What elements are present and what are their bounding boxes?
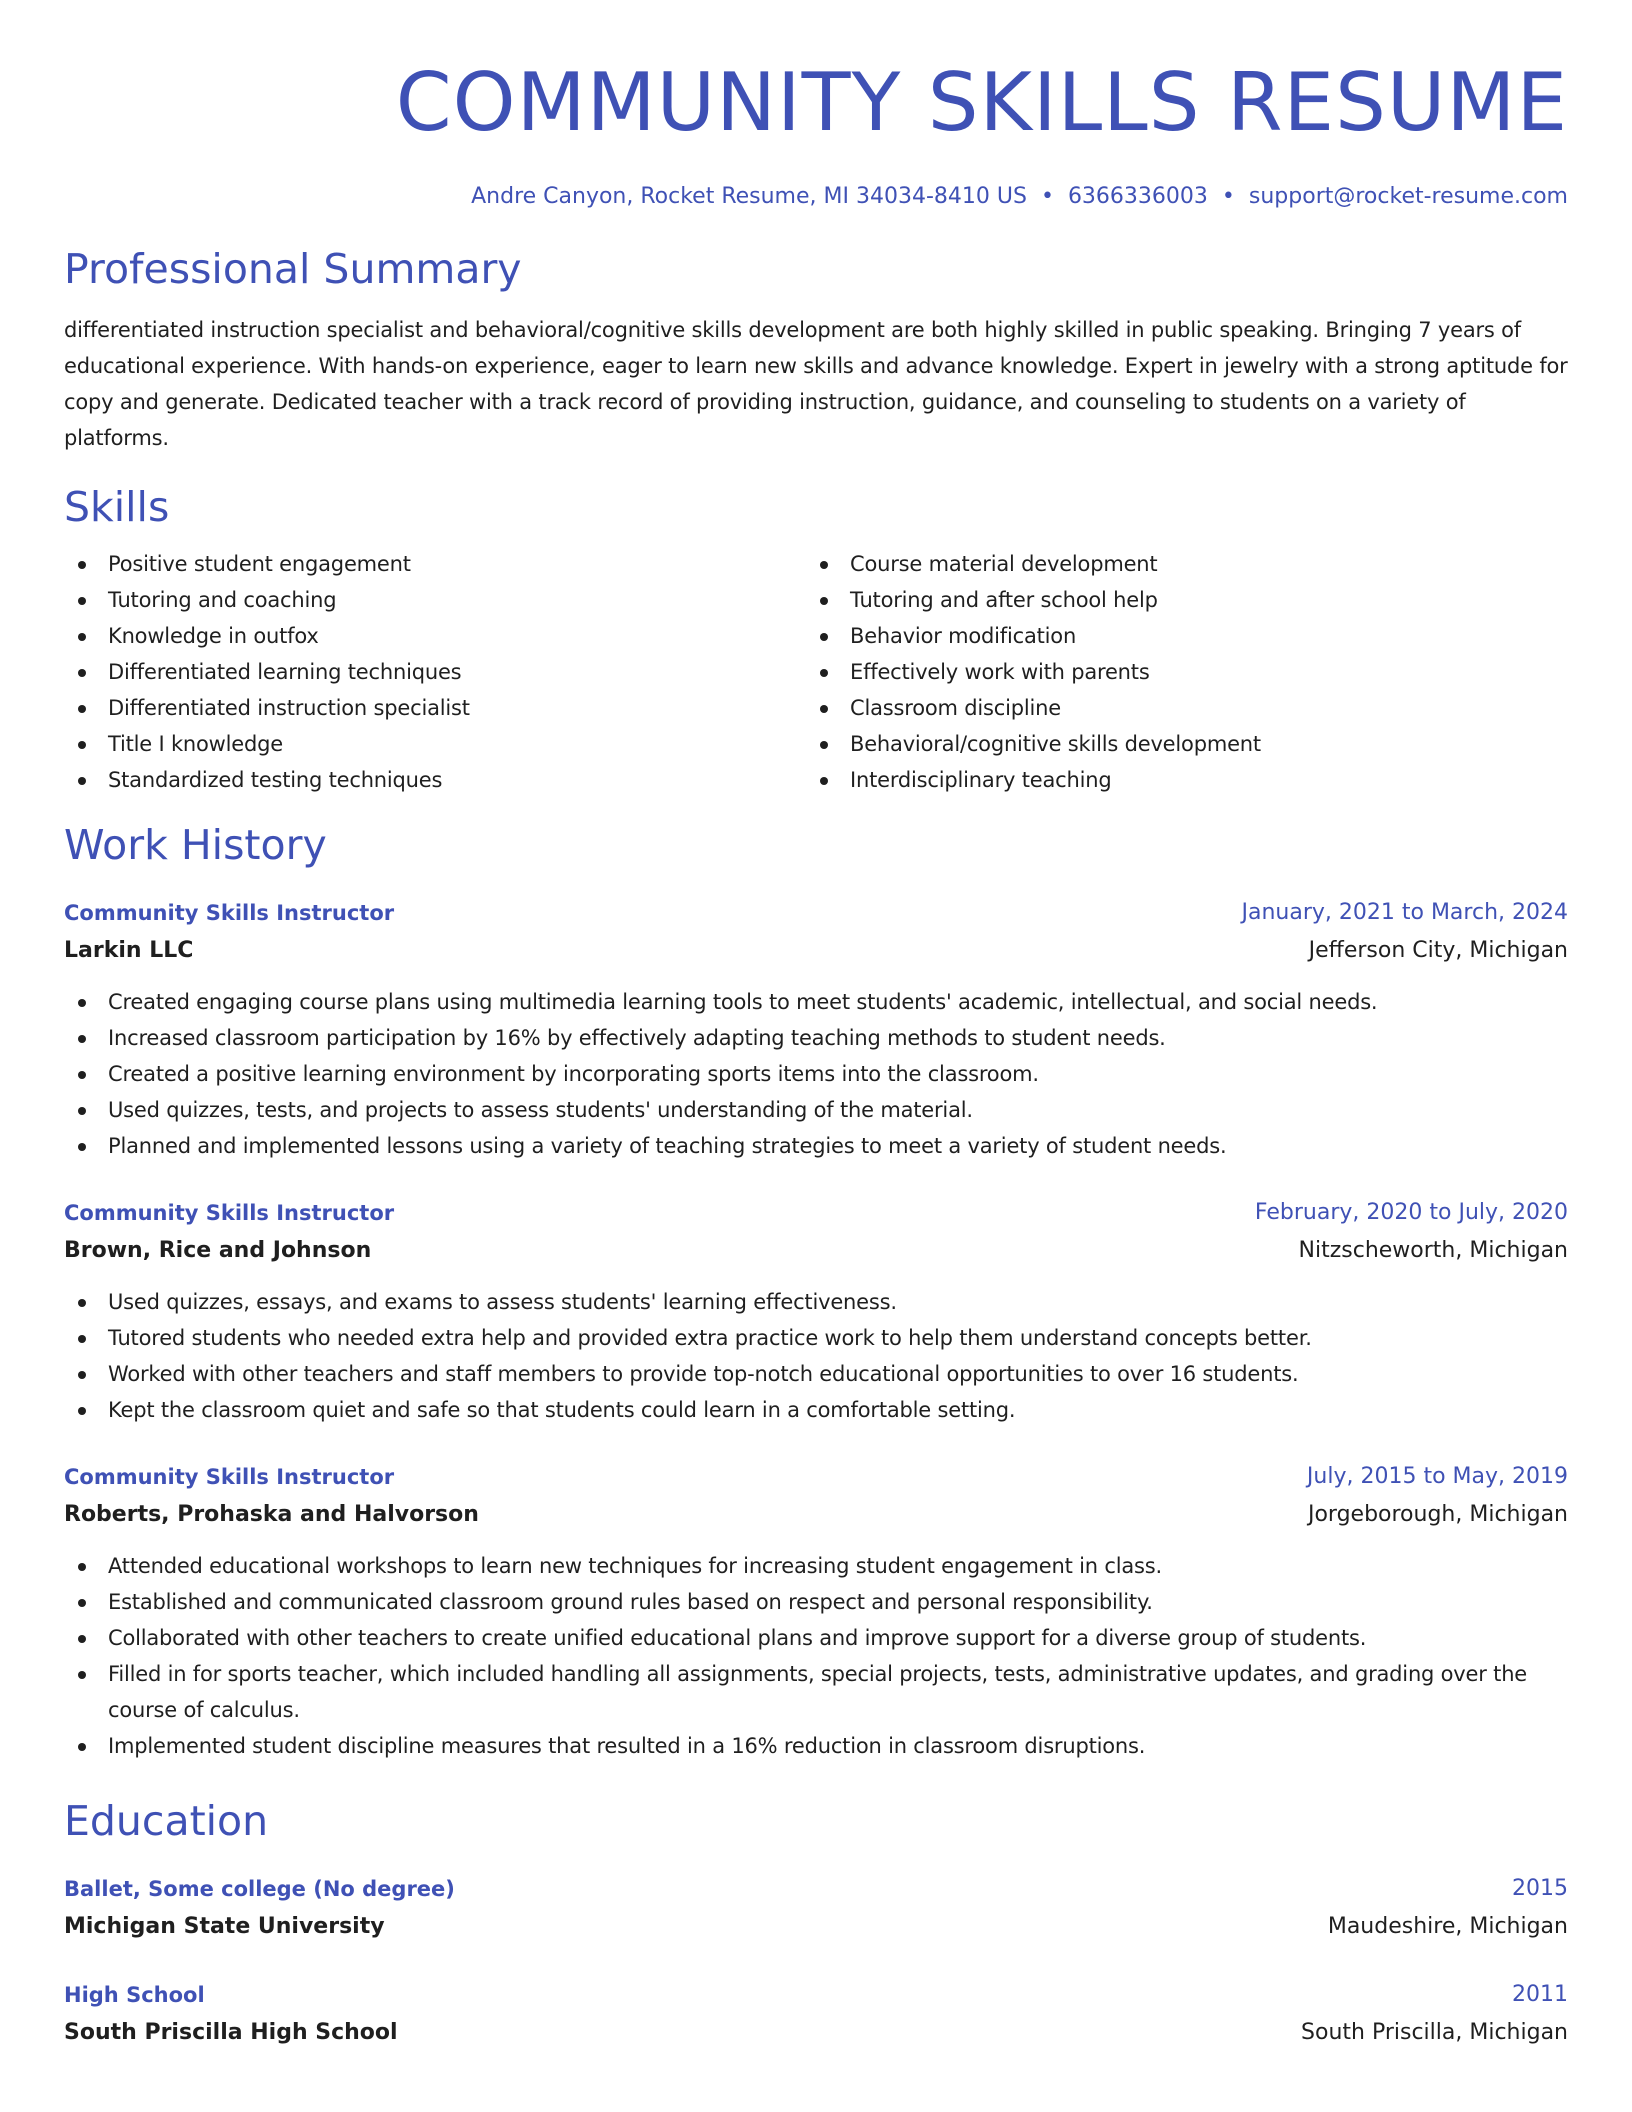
job-bullet: Worked with other teachers and staff members to provide top-notch educational opportunities to over 16 students.: [64, 1356, 1568, 1392]
job-bullet: Planned and implemented lessons using a variety of teaching strategies to meet a variety of student needs.: [64, 1128, 1568, 1164]
job-bullets: [64, 984, 1568, 1164]
job-title: Community Skills Instructor: [64, 1201, 395, 1225]
education-year: 2015: [1512, 1876, 1568, 1901]
resume-title: COMMUNITY SKILLS RESUME: [395, 56, 1568, 149]
work-history-heading: Work History: [64, 821, 327, 869]
job-dates: February, 2020 to July, 2020: [1254, 1200, 1568, 1225]
job-bullet: Used quizzes, essays, and exams to assess students' learning effectiveness.: [64, 1284, 1568, 1320]
job-bullet: Filled in for sports teacher, which included handling all assignments, special projects, tests, administrative updates, and grading over the course of calculus.: [64, 1656, 1568, 1728]
job-company: Brown, Rice and Johnson: [64, 1238, 372, 1263]
skill-item: Positive student engagement: [64, 546, 806, 582]
skill-item: Differentiated learning techniques: [64, 654, 806, 690]
education-entry: [64, 1870, 1568, 1946]
job-location: Jorgeborough, Michigan: [1307, 1502, 1568, 1527]
education-year: 2011: [1512, 1982, 1568, 2007]
job-company: Roberts, Prohaska and Halvorson: [64, 1502, 479, 1527]
education-school: South Priscilla High School: [64, 2020, 398, 2045]
education-degree: High School: [64, 1983, 205, 2007]
job-bullet: Created a positive learning environment by incorporating sports items into the classroom.: [64, 1056, 1568, 1092]
contact-email: support@rocket-resume.com: [1248, 184, 1568, 209]
contact-separator: •: [1040, 184, 1054, 209]
skills-grid: [64, 546, 1568, 798]
skill-item: Standardized testing techniques: [64, 762, 806, 798]
job-entry: [64, 1458, 1568, 1764]
skill-item: Title I knowledge: [64, 726, 806, 762]
job-bullet: Collaborated with other teachers to create unified educational plans and improve support for a diverse group of students.: [64, 1620, 1568, 1656]
job-bullets: [64, 1284, 1568, 1428]
education-location: Maudeshire, Michigan: [1327, 1914, 1568, 1939]
education-entry: [64, 1976, 1568, 2052]
job-dates: July, 2015 to May, 2019: [1306, 1464, 1568, 1489]
job-dates: January, 2021 to March, 2024: [1241, 900, 1568, 925]
skill-item: Tutoring and after school help: [806, 582, 1548, 618]
education-heading: Education: [64, 1797, 269, 1845]
skill-item: Behavior modification: [806, 618, 1548, 654]
job-bullet: Kept the classroom quiet and safe so that students could learn in a comfortable setting.: [64, 1392, 1568, 1428]
contact-separator: •: [1221, 184, 1235, 209]
skill-item: Interdisciplinary teaching: [806, 762, 1548, 798]
summary-text: differentiated instruction specialist and behavioral/cognitive skills development are both highly skilled in public speaking. Bringing 7 years of educational experience. With hands-on experience, eager to learn new skills and advance knowledge. Expert in jewelry with a strong aptitude for copy and generate. Dedicated teacher with a track record of providing instruction, guidance, and counseling to students on a variety of platforms.: [64, 318, 1568, 450]
resume-header: [64, 0, 1568, 212]
education-location: South Priscilla, Michigan: [1301, 2020, 1568, 2045]
job-bullets: [64, 1548, 1568, 1764]
resume-page: [64, 0, 1568, 2052]
skills-column-right: [806, 546, 1548, 798]
job-entry: [64, 1194, 1568, 1428]
job-bullet: Used quizzes, tests, and projects to assess students' understanding of the material.: [64, 1092, 1568, 1128]
skill-item: Tutoring and coaching: [64, 582, 806, 618]
job-title: Community Skills Instructor: [64, 901, 395, 925]
job-company: Larkin LLC: [64, 938, 194, 963]
contact-phone: 6366336003: [1067, 184, 1208, 209]
job-title: Community Skills Instructor: [64, 1465, 395, 1489]
job-bullet: Implemented student discipline measures that resulted in a 16% reduction in classroom disruptions.: [64, 1728, 1568, 1764]
job-bullet: Established and communicated classroom ground rules based on respect and personal responsibility.: [64, 1584, 1568, 1620]
education-school: Michigan State University: [64, 1914, 385, 1939]
skill-item: Knowledge in outfox: [64, 618, 806, 654]
job-bullet: Increased classroom participation by 16% by effectively adapting teaching methods to student needs.: [64, 1020, 1568, 1056]
skill-item: Effectively work with parents: [806, 654, 1548, 690]
skills-column-left: [64, 546, 806, 798]
skill-item: Course material development: [806, 546, 1548, 582]
job-entry: [64, 894, 1568, 1164]
job-bullet: Attended educational workshops to learn new techniques for increasing student engagement in class.: [64, 1548, 1568, 1584]
skill-item: Classroom discipline: [806, 690, 1548, 726]
summary-heading: Professional Summary: [64, 245, 522, 293]
job-location: Jefferson City, Michigan: [1308, 938, 1568, 963]
contact-address: Andre Canyon, Rocket Resume, MI 34034-8410 US: [471, 184, 1027, 209]
job-bullet: Tutored students who needed extra help and provided extra practice work to help them understand concepts better.: [64, 1320, 1568, 1356]
education-degree: Ballet, Some college (No degree): [64, 1877, 455, 1901]
skill-item: Behavioral/cognitive skills development: [806, 726, 1548, 762]
skills-heading: Skills: [64, 483, 170, 531]
job-bullet: Created engaging course plans using multimedia learning tools to meet students' academic, intellectual, and social needs.: [64, 984, 1568, 1020]
contact-line: [64, 182, 1568, 212]
job-location: Nitzscheworth, Michigan: [1298, 1238, 1568, 1263]
skill-item: Differentiated instruction specialist: [64, 690, 806, 726]
